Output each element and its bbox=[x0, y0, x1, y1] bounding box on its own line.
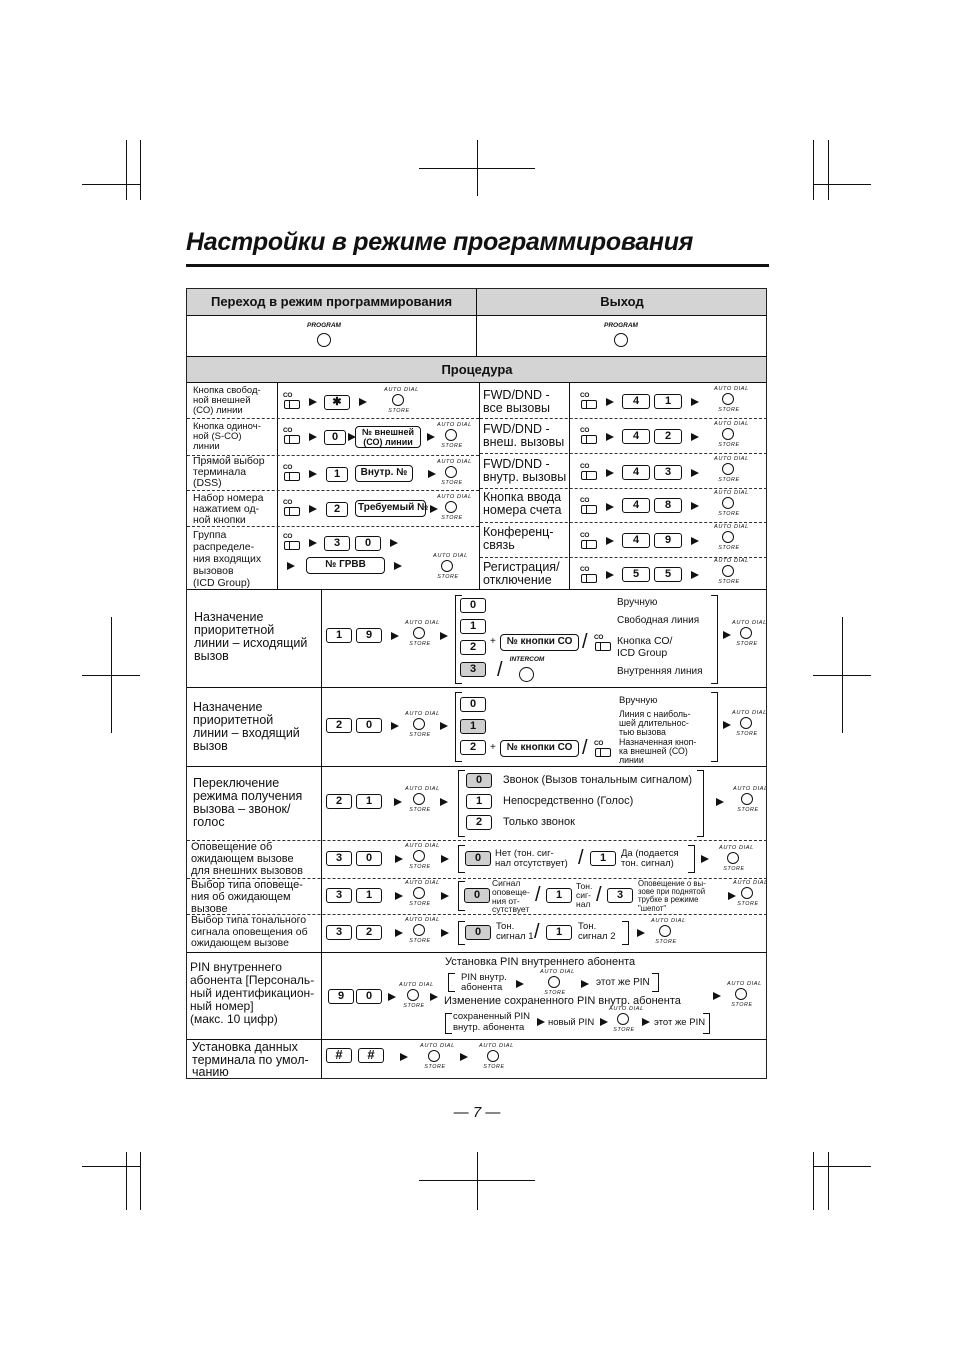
row-label: Выбор типа оповеще- ния об ожидающем вызове bbox=[191, 879, 303, 915]
auto-dial-store-button[interactable]: AUTO DIAL STORE bbox=[540, 969, 575, 996]
divider bbox=[277, 382, 278, 590]
ext-number-key[interactable]: Внутр. № bbox=[355, 465, 413, 482]
crop-mark bbox=[82, 675, 140, 676]
crop-mark bbox=[813, 1152, 814, 1210]
option-key[interactable]: 1 bbox=[466, 794, 492, 809]
arrow-icon bbox=[606, 398, 614, 406]
divider bbox=[187, 589, 767, 590]
auto-dial-store-button[interactable]: AUTO DIAL STORE bbox=[405, 880, 440, 907]
item-label: Кнопка ввода номера счета bbox=[483, 490, 562, 517]
bracket bbox=[458, 845, 465, 873]
option-desc: Тон. сиг- нал bbox=[576, 881, 593, 909]
item-label: FWD/DND - все вызовы bbox=[483, 388, 550, 415]
key-star[interactable]: ✱ bbox=[324, 395, 350, 410]
arrow-icon bbox=[606, 537, 614, 545]
divider bbox=[187, 766, 767, 767]
item-label: FWD/DND - внеш. вызовы bbox=[483, 422, 565, 449]
auto-dial-store-button[interactable]: AUTO DIAL STORE bbox=[405, 786, 440, 813]
arrow-icon bbox=[723, 721, 731, 729]
arrow-icon bbox=[395, 929, 403, 937]
arrow-icon bbox=[359, 398, 367, 406]
key[interactable]: 4 bbox=[622, 465, 650, 480]
option-key[interactable]: 1 bbox=[460, 719, 486, 734]
arrow-icon bbox=[441, 855, 449, 863]
option-desc: Звонок (Вызов тональным сигналом) bbox=[503, 774, 693, 786]
auto-dial-store-button[interactable]: AUTO DIAL STORE bbox=[719, 845, 754, 872]
key-3[interactable]: 3 bbox=[324, 536, 350, 551]
arrow-icon bbox=[723, 631, 731, 639]
arrow-icon bbox=[388, 993, 396, 1001]
program-button[interactable]: PROGRAM bbox=[304, 322, 344, 352]
divider bbox=[479, 382, 480, 590]
key[interactable]: 2 bbox=[326, 794, 352, 809]
key[interactable]: 9 bbox=[356, 628, 382, 643]
crop-mark bbox=[126, 1152, 127, 1210]
pin-set-title: Установка PIN внутреннего абонента bbox=[445, 956, 636, 968]
co-button[interactable]: CO bbox=[283, 427, 303, 447]
crop-mark bbox=[813, 184, 871, 185]
bracket bbox=[458, 921, 465, 945]
bracket bbox=[697, 770, 704, 837]
slash: / bbox=[596, 884, 602, 906]
co-button[interactable]: CO bbox=[580, 497, 600, 517]
co-button-number-key[interactable]: № кнопки СО bbox=[500, 740, 579, 757]
arrow-icon bbox=[516, 980, 524, 988]
auto-dial-store-button[interactable]: AUTO DIAL STORE bbox=[714, 456, 749, 483]
key[interactable]: 0 bbox=[356, 989, 382, 1004]
arrow-icon bbox=[391, 722, 399, 730]
auto-dial-store-button[interactable]: AUTO DIAL STORE bbox=[479, 1043, 514, 1070]
ext-co-line-key[interactable]: № внешней (СО) линии bbox=[355, 426, 421, 448]
intercom-label: INTERCOM bbox=[509, 656, 545, 663]
dashed-divider bbox=[187, 526, 479, 527]
option-desc: Кнопка СО/ ICD Group bbox=[617, 635, 673, 659]
co-button[interactable]: CO bbox=[594, 634, 614, 654]
divider bbox=[187, 356, 767, 357]
row-label: Переключение режима получения вызова – звонок/ голос bbox=[193, 776, 303, 829]
key-0[interactable]: 0 bbox=[324, 430, 346, 445]
crop-mark bbox=[813, 1166, 871, 1167]
arrow-icon bbox=[637, 929, 645, 937]
arrow-icon bbox=[606, 469, 614, 477]
option-desc: Да (подается тон. сигнал) bbox=[621, 848, 679, 869]
key-hash[interactable]: # bbox=[326, 1048, 352, 1063]
crop-mark bbox=[477, 1152, 478, 1210]
stored-pin-label: сохраненный PIN внутр. абонента bbox=[453, 1011, 530, 1033]
option-key[interactable]: 1 bbox=[590, 851, 616, 866]
co-button-number-key[interactable]: № кнопки СО bbox=[500, 634, 579, 651]
crop-mark bbox=[813, 675, 871, 676]
divider bbox=[187, 382, 767, 383]
icd-group-key[interactable]: № ГРВВ bbox=[306, 557, 385, 574]
slash: / bbox=[497, 659, 503, 681]
item-label: Кнопка одиноч- ной (S-CO) линии bbox=[193, 421, 261, 452]
dashed-divider bbox=[480, 418, 767, 419]
auto-dial-store-button[interactable]: AUTO DIAL STORE bbox=[714, 386, 749, 413]
key[interactable]: 4 bbox=[622, 498, 650, 513]
auto-dial-store-button[interactable]: AUTO DIAL STORE bbox=[732, 620, 767, 647]
row-label: Оповещение об ожидающем вызове для внешних вызовов bbox=[191, 841, 303, 877]
same-pin-label: этот же PIN bbox=[654, 1017, 706, 1028]
key[interactable]: 1 bbox=[326, 628, 352, 643]
dashed-divider bbox=[480, 488, 767, 489]
arrow-icon bbox=[691, 469, 699, 477]
auto-dial-store-button[interactable]: AUTO DIAL STORE bbox=[727, 981, 762, 1008]
key[interactable]: 9 bbox=[328, 989, 354, 1004]
auto-dial-store-button[interactable]: AUTO DIAL STORE bbox=[405, 711, 440, 738]
arrow-icon bbox=[600, 1018, 608, 1026]
arrow-icon bbox=[394, 798, 402, 806]
option-key[interactable]: 0 bbox=[464, 888, 490, 903]
exit-label: Выход bbox=[600, 294, 644, 309]
key[interactable]: 2 bbox=[326, 718, 352, 733]
co-button[interactable]: CO bbox=[283, 464, 303, 484]
key[interactable]: 3 bbox=[326, 925, 352, 940]
procedure-label: Процедура bbox=[441, 362, 513, 377]
pin-entry-label: PIN внутр. абонента bbox=[461, 972, 507, 993]
bracket bbox=[458, 770, 465, 837]
crop-mark bbox=[828, 140, 829, 200]
arrow-icon bbox=[309, 398, 317, 406]
auto-dial-store-button[interactable]: AUTO DIAL STORE bbox=[405, 620, 440, 647]
arrow-icon bbox=[309, 433, 317, 441]
row-label: Установка данных терминала по умол- чанию bbox=[192, 1040, 309, 1079]
auto-dial-store-button[interactable]: AUTO DIAL STORE bbox=[732, 710, 767, 737]
key-hash[interactable]: # bbox=[358, 1048, 384, 1063]
key[interactable]: 1 bbox=[356, 888, 382, 903]
auto-dial-store-button[interactable]: AUTO DIAL STORE bbox=[733, 786, 768, 813]
crop-mark bbox=[140, 140, 141, 200]
arrow-icon bbox=[390, 539, 398, 547]
arrow-icon bbox=[309, 505, 317, 513]
key[interactable]: 4 bbox=[622, 429, 650, 444]
key[interactable]: 8 bbox=[654, 498, 682, 513]
slash: / bbox=[578, 847, 584, 869]
auto-dial-store-button[interactable]: AUTO DIAL STORE bbox=[733, 880, 768, 907]
crop-mark bbox=[419, 168, 535, 169]
intercom-button[interactable] bbox=[519, 667, 534, 682]
arrow-icon bbox=[606, 571, 614, 579]
co-button[interactable]: CO bbox=[580, 427, 600, 447]
arrow-icon bbox=[395, 892, 403, 900]
option-key[interactable]: 1 bbox=[546, 888, 572, 903]
auto-dial-store-button[interactable]: AUTO DIAL STORE bbox=[714, 490, 749, 517]
option-key[interactable]: 3 bbox=[607, 888, 633, 903]
arrow-icon bbox=[691, 398, 699, 406]
option-desc: Назначенная кноп- ка внешней (СО) линии bbox=[619, 737, 697, 765]
row-label: PIN внутреннего абонента [Персональ- ный идентификацион- ный номер] (макс. 10 цифр) bbox=[190, 960, 315, 1026]
auto-dial-store-button[interactable]: AUTO DIAL STORE bbox=[714, 421, 749, 448]
arrow-icon bbox=[428, 470, 436, 478]
enter-program-label: Переход в режим программирования bbox=[210, 294, 453, 309]
option-key[interactable]: 2 bbox=[460, 640, 486, 655]
option-desc: Вручную bbox=[617, 597, 658, 608]
title-rule bbox=[186, 264, 769, 267]
slash: / bbox=[534, 921, 540, 943]
arrow-icon bbox=[460, 1053, 468, 1061]
arrow-icon bbox=[581, 980, 589, 988]
option-key[interactable]: 0 bbox=[466, 773, 492, 788]
arrow-icon bbox=[537, 1018, 545, 1026]
dashed-divider bbox=[480, 522, 767, 523]
divider bbox=[187, 687, 767, 688]
co-button[interactable]: CO bbox=[580, 532, 600, 552]
arrow-icon bbox=[309, 470, 317, 478]
arrow-icon bbox=[287, 562, 295, 570]
bracket bbox=[703, 1013, 710, 1034]
row-label: Назначение приоритетной линии – входящий вызов bbox=[193, 700, 300, 753]
crop-mark bbox=[126, 140, 127, 200]
plus-sign: + bbox=[490, 636, 496, 647]
key[interactable]: 1 bbox=[356, 794, 382, 809]
page-title: Настройки в режиме программирования bbox=[186, 228, 694, 256]
auto-dial-store-button[interactable]: AUTO DIAL STORE bbox=[437, 494, 472, 521]
crop-mark bbox=[140, 1152, 141, 1210]
row-label: Выбор типа тонального сигнала оповещения об ожидающем вызове bbox=[191, 914, 308, 949]
co-button[interactable]: CO bbox=[594, 740, 614, 760]
arrow-icon bbox=[713, 992, 721, 1000]
arrow-icon bbox=[701, 855, 709, 863]
page-number: — 7 — bbox=[453, 1104, 501, 1121]
option-key[interactable]: 1 bbox=[460, 619, 486, 634]
arrow-icon bbox=[441, 892, 449, 900]
option-desc: Вручную bbox=[619, 695, 658, 706]
arrow-icon bbox=[642, 1018, 650, 1026]
co-button[interactable]: CO bbox=[283, 499, 303, 519]
option-desc: Тон. сигнал 1 bbox=[496, 921, 534, 942]
auto-dial-store-button[interactable]: AUTO DIAL STORE bbox=[399, 982, 434, 1009]
dashed-divider bbox=[187, 418, 479, 419]
divider bbox=[187, 952, 767, 953]
option-desc: Свободная линия bbox=[617, 615, 700, 626]
auto-dial-store-button[interactable]: AUTO DIAL STORE bbox=[714, 558, 749, 585]
bracket bbox=[688, 845, 695, 873]
auto-dial-store-button[interactable]: AUTO DIAL STORE bbox=[714, 524, 749, 551]
item-label: Конференц- связь bbox=[483, 525, 554, 552]
key[interactable]: 3 bbox=[326, 851, 352, 866]
item-label: Группа распределе- ния входящих вызовов (ICD Group) bbox=[193, 529, 262, 589]
key[interactable]: 3 bbox=[326, 888, 352, 903]
key[interactable]: 9 bbox=[654, 533, 682, 548]
auto-dial-store-button[interactable]: AUTO DIAL STORE bbox=[405, 917, 440, 944]
co-button[interactable]: CO bbox=[580, 566, 600, 586]
arrow-icon bbox=[440, 798, 448, 806]
crop-mark bbox=[813, 140, 814, 200]
item-label: Кнопка свобод- ной внешней (СО) линии bbox=[193, 385, 261, 416]
slash: / bbox=[582, 737, 588, 759]
option-key[interactable]: 2 bbox=[466, 815, 492, 830]
key[interactable]: 4 bbox=[622, 533, 650, 548]
divider bbox=[187, 315, 767, 316]
auto-dial-store-button[interactable]: AUTO DIAL STORE bbox=[405, 843, 440, 870]
pin-change-title: Изменение сохраненного PIN внутр. абонента bbox=[444, 995, 681, 1007]
option-desc: Оповещение о вы- зове при поднятой трубке в режиме "шепот" bbox=[638, 879, 706, 913]
auto-dial-store-button[interactable]: AUTO DIAL STORE bbox=[384, 387, 419, 414]
option-key[interactable]: 1 bbox=[546, 925, 572, 940]
divider bbox=[321, 589, 322, 1079]
bracket bbox=[622, 921, 629, 945]
option-key[interactable]: 0 bbox=[465, 925, 491, 940]
bracket bbox=[448, 973, 455, 992]
key-1[interactable]: 1 bbox=[326, 467, 348, 482]
auto-dial-store-button[interactable]: AUTO DIAL STORE bbox=[437, 459, 472, 486]
option-key[interactable]: 3 bbox=[460, 662, 486, 677]
crop-mark bbox=[82, 1166, 140, 1167]
option-key[interactable]: 0 bbox=[465, 851, 491, 866]
arrow-icon bbox=[606, 503, 614, 511]
row-label: Назначение приоритетной линии – исходящий вызов bbox=[194, 610, 308, 663]
key[interactable]: 1 bbox=[654, 394, 682, 409]
arrow-icon bbox=[427, 433, 435, 441]
arrow-icon bbox=[430, 993, 438, 1001]
item-label: FWD/DND - внутр. вызовы bbox=[483, 457, 567, 484]
arrow-icon bbox=[716, 798, 724, 806]
item-label: Набор номера нажатием од- ной кнопки bbox=[193, 492, 264, 526]
crop-mark bbox=[82, 184, 140, 185]
bracket bbox=[445, 1013, 452, 1034]
auto-dial-store-button[interactable]: AUTO DIAL STORE bbox=[420, 1043, 455, 1070]
arrow-icon bbox=[691, 502, 699, 510]
arrow-icon bbox=[394, 562, 402, 570]
option-desc: Только звонок bbox=[503, 816, 575, 828]
bracket bbox=[711, 595, 718, 684]
key-2[interactable]: 2 bbox=[326, 502, 348, 517]
dashed-divider bbox=[480, 453, 767, 454]
option-desc: Линия с наиболь- шей длительнос- тью вызова bbox=[619, 709, 691, 737]
auto-dial-store-button[interactable]: AUTO DIAL STORE bbox=[437, 422, 472, 449]
key[interactable]: 2 bbox=[654, 429, 682, 444]
auto-dial-store-button[interactable]: AUTO DIAL STORE bbox=[433, 553, 468, 580]
option-desc: Непосредственно (Голос) bbox=[503, 795, 634, 807]
arrow-icon bbox=[441, 929, 449, 937]
arrow-icon bbox=[606, 433, 614, 441]
required-number-key[interactable]: Требуемый № bbox=[355, 500, 426, 517]
divider bbox=[569, 382, 570, 590]
co-button[interactable]: CO bbox=[283, 392, 303, 412]
item-label: Прямой выбор терминала (DSS) bbox=[193, 455, 265, 489]
option-desc: Внутренняя линия bbox=[617, 666, 703, 677]
arrow-icon bbox=[691, 537, 699, 545]
crop-mark bbox=[419, 1180, 535, 1181]
key[interactable]: 3 bbox=[654, 465, 682, 480]
key[interactable]: 0 bbox=[356, 851, 382, 866]
same-pin-label: этот же PIN bbox=[596, 977, 650, 988]
arrow-icon bbox=[691, 571, 699, 579]
arrow-icon bbox=[691, 433, 699, 441]
arrow-icon bbox=[391, 632, 399, 640]
key[interactable]: 2 bbox=[356, 925, 382, 940]
key[interactable]: 4 bbox=[622, 394, 650, 409]
key[interactable]: 5 bbox=[654, 567, 682, 582]
new-pin-label: новый PIN bbox=[548, 1017, 595, 1028]
key-0[interactable]: 0 bbox=[355, 536, 381, 551]
bracket bbox=[652, 973, 659, 992]
crop-mark bbox=[828, 1152, 829, 1210]
item-label: Регистрация/ отключение bbox=[483, 560, 560, 587]
co-button[interactable]: CO bbox=[580, 463, 600, 483]
option-key[interactable]: 2 bbox=[460, 740, 486, 755]
arrow-icon bbox=[440, 632, 448, 640]
arrow-icon bbox=[400, 1053, 408, 1061]
option-desc: Нет (тон. сиг- нал отсутствует) bbox=[495, 848, 568, 869]
key[interactable]: 5 bbox=[622, 567, 650, 582]
option-key[interactable]: 0 bbox=[460, 697, 486, 712]
arrow-icon bbox=[440, 722, 448, 730]
arrow-icon bbox=[309, 539, 317, 547]
slash: / bbox=[582, 631, 588, 653]
dashed-divider bbox=[187, 490, 479, 491]
co-button[interactable]: CO bbox=[283, 533, 303, 553]
slash: / bbox=[535, 884, 541, 906]
key[interactable]: 0 bbox=[356, 718, 382, 733]
arrow-icon bbox=[395, 855, 403, 863]
plus-sign: + bbox=[490, 742, 496, 753]
option-desc: Сигнал оповеще- ния от- сутствует bbox=[492, 878, 530, 915]
program-button[interactable]: PROGRAM bbox=[601, 322, 641, 352]
co-button[interactable]: CO bbox=[580, 392, 600, 412]
option-key[interactable]: 0 bbox=[460, 598, 486, 613]
bracket bbox=[711, 692, 718, 762]
auto-dial-store-button[interactable]: AUTO DIAL STORE bbox=[609, 1006, 644, 1033]
option-desc: Тон. сигнал 2 bbox=[578, 921, 616, 942]
auto-dial-store-button[interactable]: AUTO DIAL STORE bbox=[651, 918, 686, 945]
